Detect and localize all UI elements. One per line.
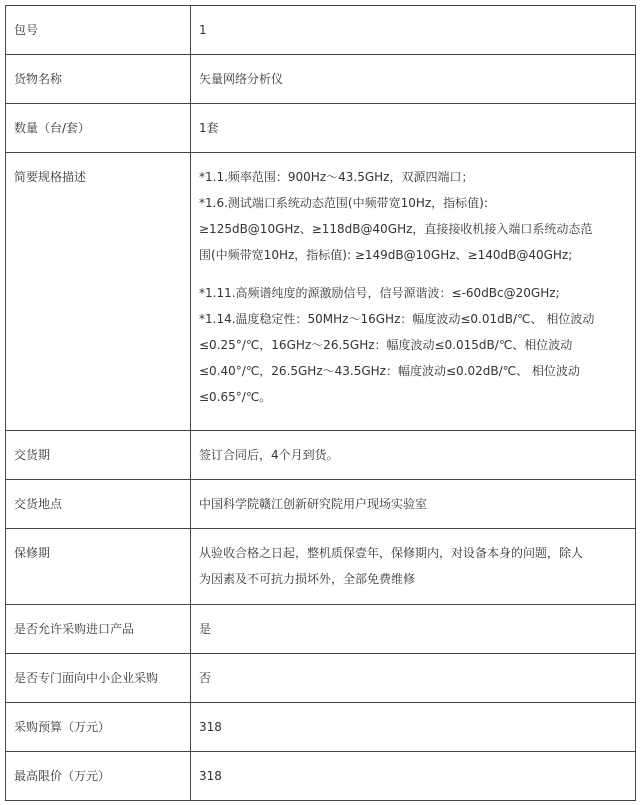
table-row xyxy=(6,431,636,480)
row-value: 1 xyxy=(191,6,636,55)
table-row xyxy=(6,605,636,654)
row-label: 包号 xyxy=(6,6,191,55)
procurement-spec-table xyxy=(5,5,636,801)
spec-line: ≥125dB@10GHz、≥118dB@40GHz，直接接收机接入端口系统动态范 xyxy=(199,222,593,236)
row-label: 简要规格描述 xyxy=(6,153,191,431)
warranty-line: 为因素及不可抗力损坏外，全部免费维修 xyxy=(199,572,416,586)
row-value: 1套 xyxy=(191,104,636,153)
row-label: 保修期 xyxy=(6,529,191,605)
spec-description xyxy=(191,153,636,431)
spec-line: 围(中频带宽10Hz，指标值): ≥149dB@10GHz、≥140dB@40GHz; xyxy=(199,248,573,262)
spec-line: *1.1.频率范围：900Hz～43.5GHz，双源四端口； xyxy=(199,170,474,184)
spec-line: *1.11.高频谱纯度的源激励信号，信号源谐波：≤-60dBc@20GHz; xyxy=(199,286,560,300)
row-value: 矢量网络分析仪 xyxy=(191,55,636,104)
row-value: 是 xyxy=(191,605,636,654)
row-label: 是否允许采购进口产品 xyxy=(6,605,191,654)
paragraph-gap xyxy=(199,268,627,280)
warranty-line: 从验收合格之日起，整机质保壹年，保修期内，对设备本身的问题，除人 xyxy=(199,546,584,560)
spec-line: ≤0.40°/℃，26.5GHz～43.5GHz：幅度波动≤0.02dB/℃、 相位波动 xyxy=(199,364,580,378)
row-value: 中国科学院赣江创新研究院用户现场实验室 xyxy=(191,480,636,529)
row-label: 交货期 xyxy=(6,431,191,480)
table-row xyxy=(6,153,636,431)
spec-line: ≤0.25°/℃，16GHz～26.5GHz：幅度波动≤0.015dB/℃、相位波动 xyxy=(199,338,573,352)
row-value xyxy=(191,529,636,605)
row-label: 采购预算（万元） xyxy=(6,703,191,752)
table-row xyxy=(6,654,636,703)
table-row xyxy=(6,104,636,153)
row-value: 318 xyxy=(191,752,636,801)
row-label: 是否专门面向中小企业采购 xyxy=(6,654,191,703)
row-value: 签订合同后，4个月到货。 xyxy=(191,431,636,480)
spec-line: ≤0.65°/℃。 xyxy=(199,390,272,404)
row-label: 交货地点 xyxy=(6,480,191,529)
row-label: 货物名称 xyxy=(6,55,191,104)
table-row xyxy=(6,55,636,104)
table-row xyxy=(6,703,636,752)
table-row xyxy=(6,6,636,55)
spec-line: *1.6.测试端口系统动态范围(中频带宽10Hz，指标值): xyxy=(199,196,488,210)
table-row xyxy=(6,480,636,529)
table-row xyxy=(6,752,636,801)
row-label: 最高限价（万元） xyxy=(6,752,191,801)
row-label: 数量（台/套） xyxy=(6,104,191,153)
row-value: 否 xyxy=(191,654,636,703)
spec-line: *1.14.温度稳定性：50MHz～16GHz：幅度波动≤0.01dB/℃、 相位波动 xyxy=(199,312,595,326)
row-value: 318 xyxy=(191,703,636,752)
table-row xyxy=(6,529,636,605)
